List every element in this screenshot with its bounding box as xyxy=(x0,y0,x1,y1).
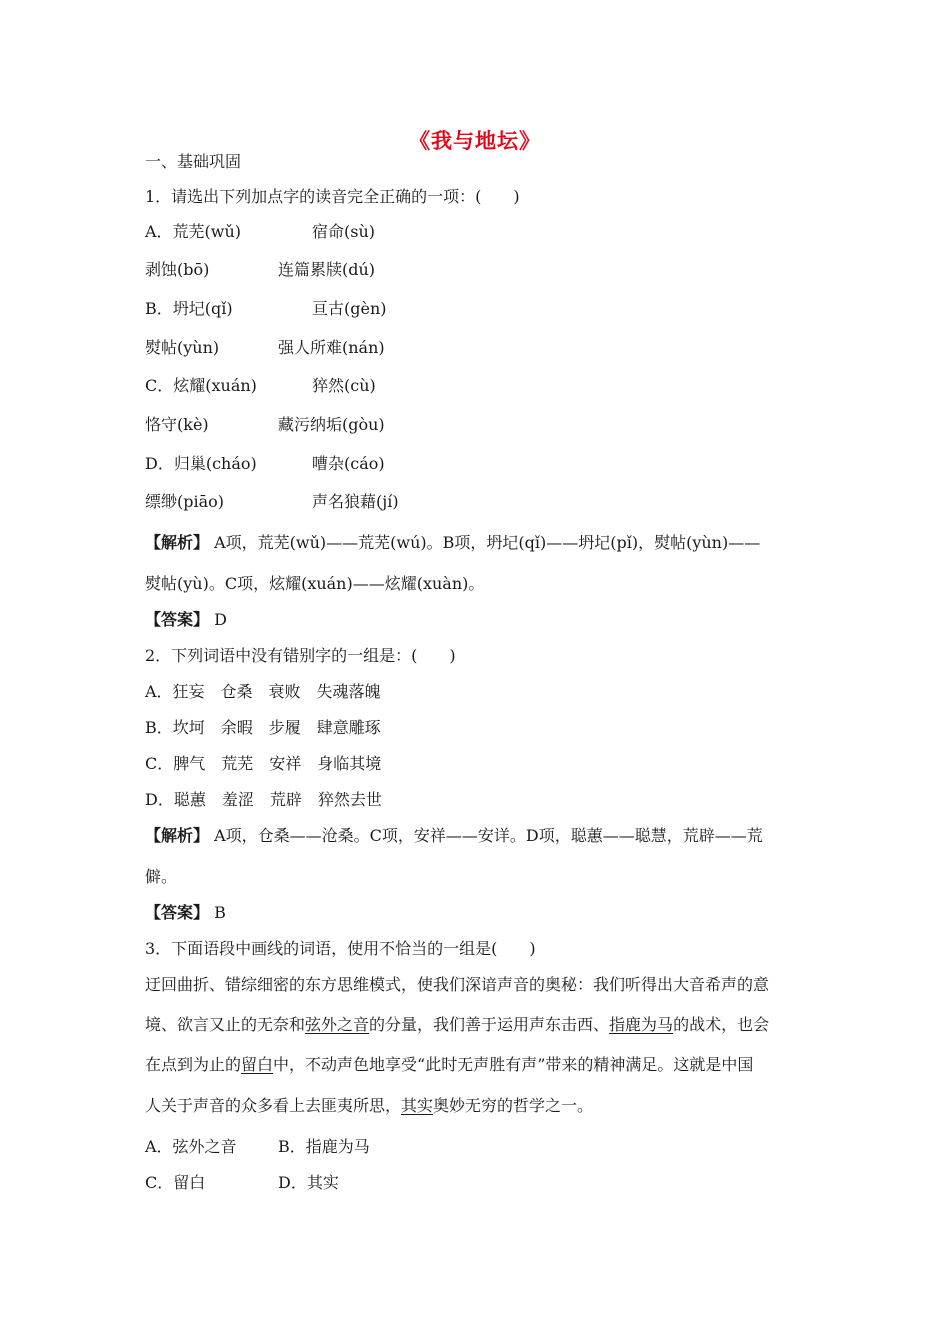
q2-option-b: B．坎坷 余暇 步履 肆意雕琢 xyxy=(145,718,381,737)
q2-answer-line xyxy=(145,903,226,923)
q2-answer-value: B xyxy=(214,903,226,922)
q3-passage-line-1: 迂回曲折、错综细密的东方思维模式，使我们深谙声音的奥秘：我们听得出大音希声的意 xyxy=(145,975,770,994)
q3-underlined-term: 指鹿为马 xyxy=(609,1015,674,1034)
q1-row-8-right: 声名狼藉(jí) xyxy=(312,492,399,511)
document-title: 《我与地坛》 xyxy=(409,128,541,153)
q1-answer-label: 【答案】 xyxy=(145,610,210,629)
q1-row-3-right: 亘古(gèn) xyxy=(312,299,387,318)
q3-option-d: D．其实 xyxy=(278,1173,339,1192)
q3-passage-text: 的战术，也会 xyxy=(673,1015,770,1034)
q3-passage-text: 在点到为止的 xyxy=(145,1055,242,1074)
q1-row-5-left: C．炫耀(xuán) xyxy=(145,376,257,395)
q1-answer-line xyxy=(145,610,227,630)
q1-row-6-left: 恪守(kè) xyxy=(145,415,209,434)
q3-underlined-term: 留白 xyxy=(241,1055,274,1074)
q1-row-2-right: 连篇累牍(dú) xyxy=(278,260,376,279)
q1-analysis-label: 【解析】 xyxy=(145,533,210,552)
q1-answer-value: D xyxy=(214,610,227,629)
q1-analysis-text-2: 熨帖(yù)。C项，炫耀(xuán)——炫耀(xuàn)。 xyxy=(145,574,485,593)
q1-row-1-right: 宿命(sù) xyxy=(312,222,376,241)
q1-row-7-left: D．归巢(cháo) xyxy=(145,454,257,473)
q1-row-2-left: 剥蚀(bō) xyxy=(145,260,210,279)
q2-analysis-label: 【解析】 xyxy=(145,826,210,845)
q1-analysis-line-1 xyxy=(145,533,760,553)
q2-option-d: D．聪蕙 羞涩 荒辟 猝然去世 xyxy=(145,790,382,809)
q1-row-4-right: 强人所难(nán) xyxy=(278,338,385,357)
q3-option-b: B．指鹿为马 xyxy=(278,1137,370,1156)
q3-passage-line-4 xyxy=(145,1096,593,1116)
q3-stem: 3．下面语段中画线的词语，使用不恰当的一组是( ) xyxy=(145,939,536,958)
q3-option-a: A．弦外之音 xyxy=(145,1137,237,1156)
q3-underlined-term: 弦外之音 xyxy=(305,1015,370,1034)
q1-row-5-right: 猝然(cù) xyxy=(312,376,376,395)
q3-passage-line-3 xyxy=(145,1055,753,1075)
q1-row-1-left: A．荒芜(wǔ) xyxy=(145,222,242,241)
q3-passage-text: 人关于声音的众多看上去匪夷所思， xyxy=(145,1096,402,1115)
q2-option-c: C．脾气 荒芜 安祥 身临其境 xyxy=(145,754,382,773)
q3-passage-line-2 xyxy=(145,1015,769,1035)
q2-analysis-text-1: A项，仓桑——沧桑。C项，安祥——安详。D项，聪蕙——聪慧，荒辟——荒 xyxy=(214,826,763,845)
q3-passage-text: 奥妙无穷的哲学之一。 xyxy=(433,1096,594,1115)
q3-passage-text: 中，不动声色地享受“此时无声胜有声”带来的精神满足。这就是中国 xyxy=(273,1055,754,1074)
q1-row-3-left: B．坍圮(qǐ) xyxy=(145,299,233,318)
q3-passage-text: 的分量，我们善于运用声东击西、 xyxy=(369,1015,610,1034)
q1-row-4-left: 熨帖(yùn) xyxy=(145,338,220,357)
q1-stem: 1．请选出下列加点字的读音完全正确的一项：( ) xyxy=(145,187,520,206)
q2-stem: 2．下列词语中没有错别字的一组是：( ) xyxy=(145,646,456,665)
section-heading: 一、基础巩固 xyxy=(145,152,242,171)
q1-row-8-left: 缥缈(piāo) xyxy=(145,492,225,511)
q1-row-6-right: 藏污纳垢(gòu) xyxy=(278,415,385,434)
q3-underlined-term: 其实 xyxy=(401,1096,434,1115)
q3-passage-text: 境、欲言又止的无奈和 xyxy=(145,1015,306,1034)
q2-option-a: A．狂妄 仓桑 衰败 失魂落魄 xyxy=(145,682,381,701)
q2-answer-label: 【答案】 xyxy=(145,903,210,922)
q2-analysis-text-2: 僻。 xyxy=(145,867,178,886)
q1-row-7-right: 嘈杂(cáo) xyxy=(312,454,385,473)
q3-option-c: C．留白 xyxy=(145,1173,206,1192)
q2-analysis-line-1 xyxy=(145,826,763,846)
q1-analysis-text-1: A项，荒芜(wǔ)——荒芜(wú)。B项，坍圮(qǐ)——坍圮(pǐ)，熨帖(yùn)—— xyxy=(214,533,761,552)
